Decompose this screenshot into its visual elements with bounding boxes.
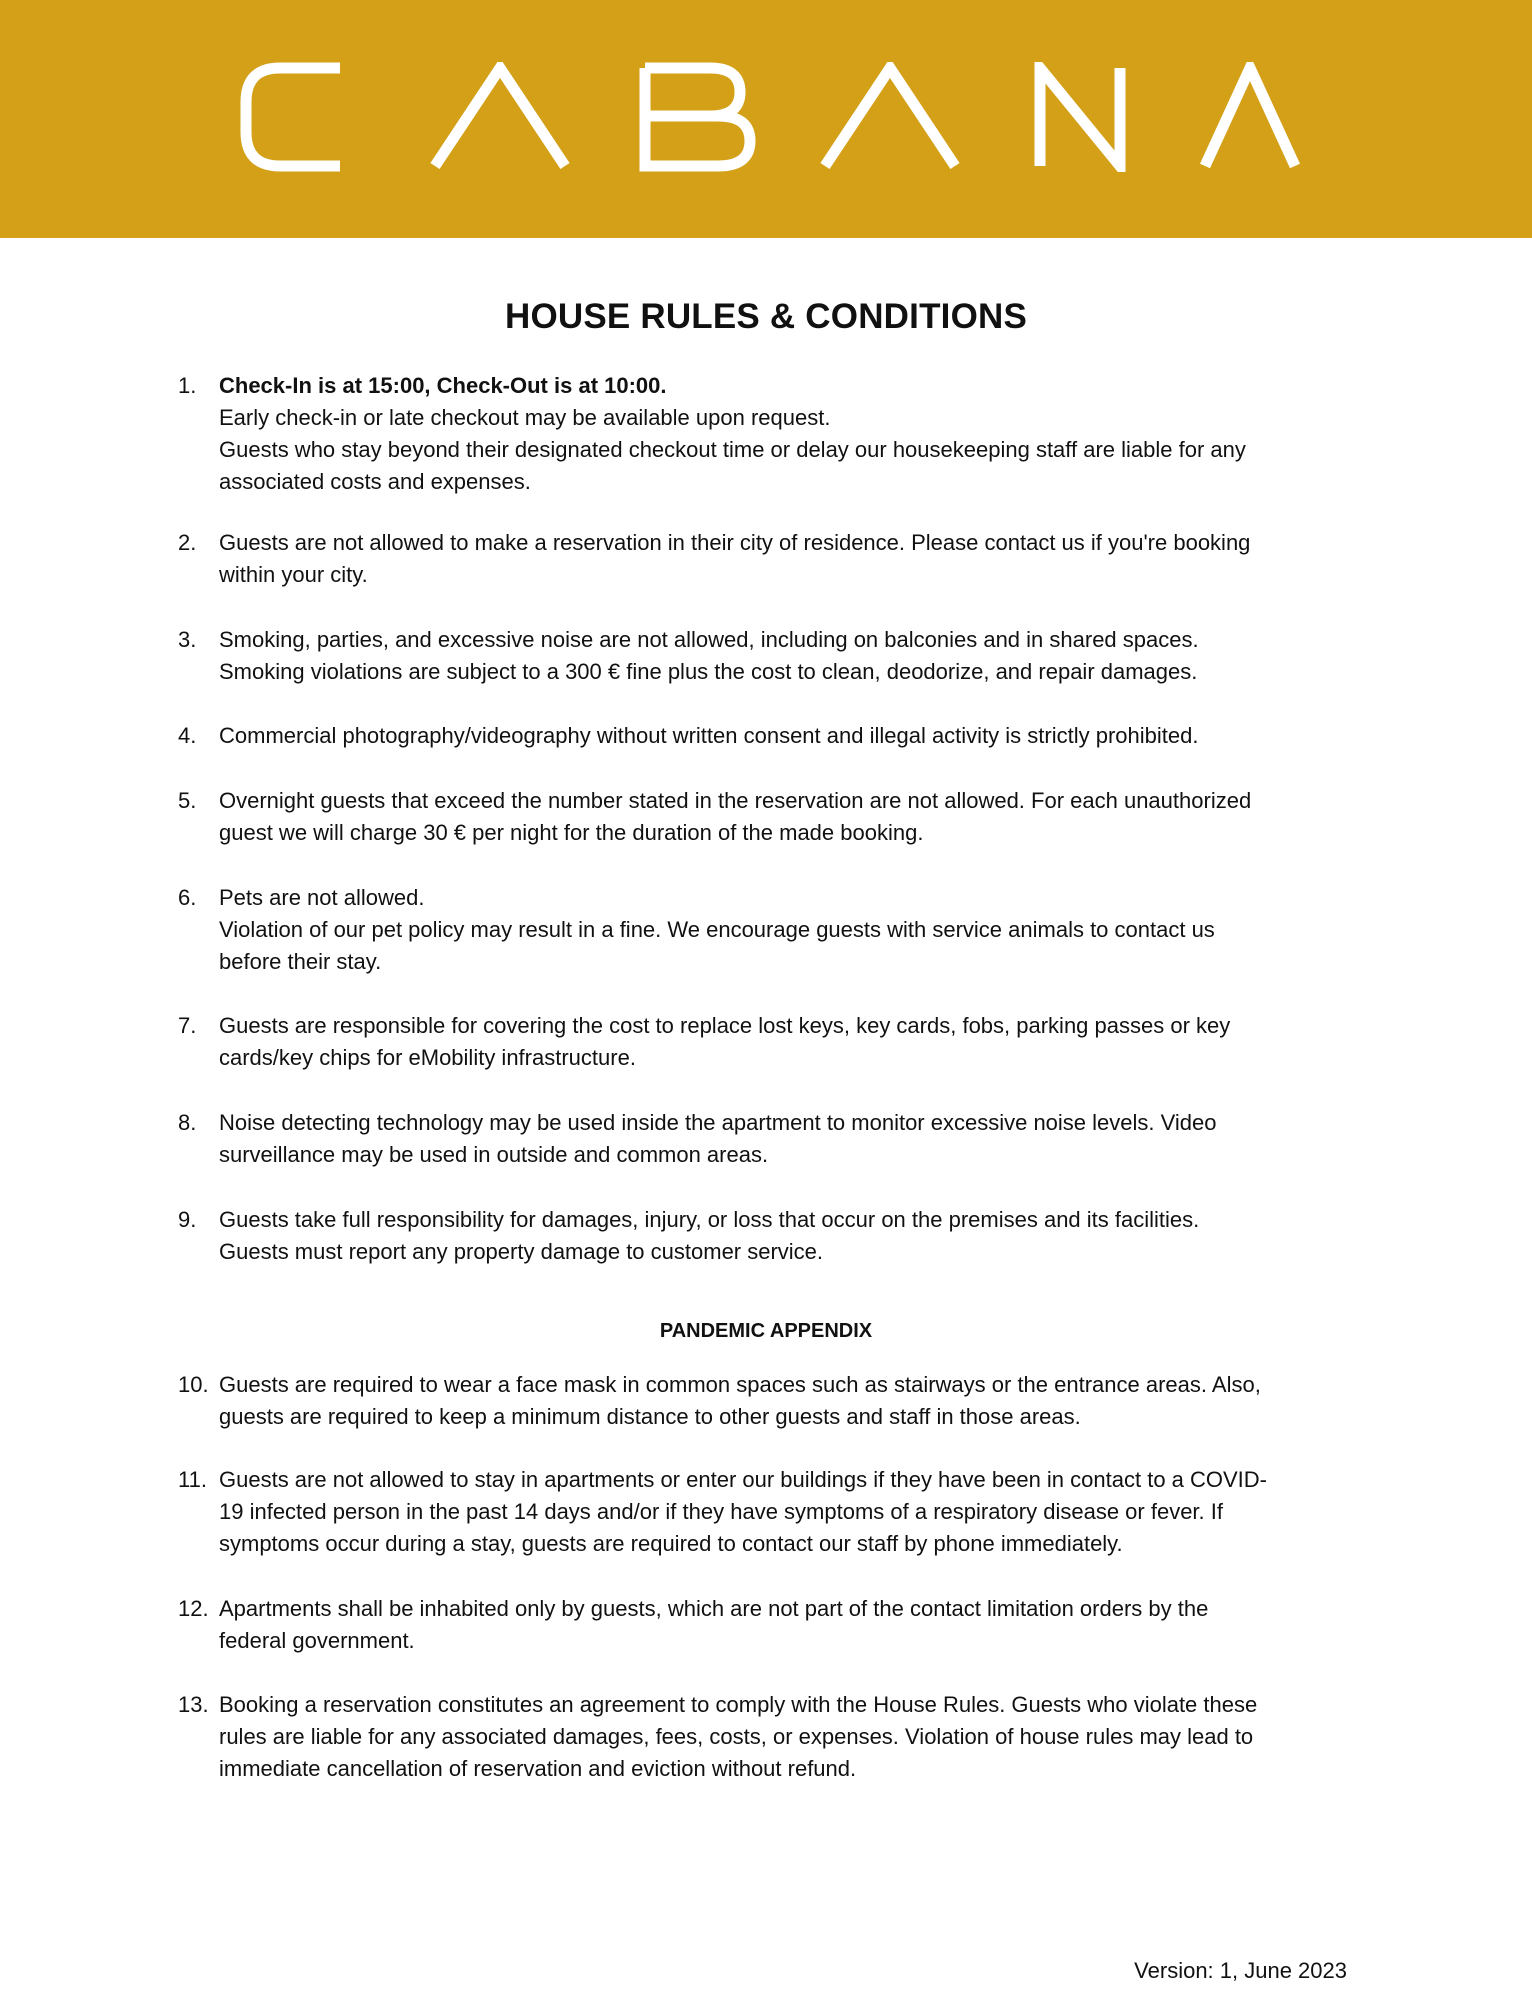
rule-line: Guests are responsible for covering the cost to replace lost keys, key cards, fobs, parking passes or key: [219, 1013, 1231, 1038]
logo-letter-a1: [435, 68, 565, 166]
rule-11: [178, 1464, 1358, 1560]
page-title: HOUSE RULES & CONDITIONS: [504, 297, 1028, 336]
rule-line: immediate cancellation of reservation and eviction without refund.: [219, 1756, 857, 1781]
rule-line: Pets are not allowed.: [219, 885, 425, 910]
header-banner: [0, 0, 1532, 238]
rule-6: [178, 882, 1358, 978]
rule-line: 19 infected person in the past 14 days and/or if they have symptoms of a respiratory disease or fever. If: [219, 1499, 1223, 1524]
rule-3: [178, 624, 1358, 688]
rule-heading: Check-In is at 15:00, Check-Out is at 10:00.: [219, 373, 667, 398]
logo-letter-b: [645, 68, 750, 166]
rule-line: Noise detecting technology may be used inside the apartment to monitor excessive noise levels. Video: [219, 1110, 1217, 1135]
rule-number: 7.: [178, 1013, 197, 1038]
rule-line: Guests take full responsibility for damages, injury, or loss that occur on the premises and its facilities.: [219, 1207, 1200, 1232]
logo-letter-n: [1040, 68, 1120, 166]
rule-number: 11.: [178, 1467, 207, 1492]
rule-line: associated costs and expenses.: [219, 469, 531, 494]
rule-line: cards/key chips for eMobility infrastructure.: [219, 1045, 636, 1070]
rule-line: federal government.: [219, 1628, 415, 1653]
logo-letter-a3: [1205, 68, 1295, 166]
rule-13: [178, 1689, 1358, 1785]
rule-1: [178, 370, 1358, 498]
rule-12: [178, 1593, 1358, 1657]
rule-8: [178, 1107, 1358, 1171]
rule-line: guests are required to keep a minimum distance to other guests and staff in those areas.: [219, 1404, 1081, 1429]
rule-5: [178, 785, 1358, 849]
rule-number: 8.: [178, 1110, 197, 1135]
rule-line: surveillance may be used in outside and common areas.: [219, 1142, 769, 1167]
rule-line: Apartments shall be inhabited only by guests, which are not part of the contact limitation orders by the: [219, 1596, 1209, 1621]
rule-line: before their stay.: [219, 949, 382, 974]
rule-number: 3.: [178, 627, 197, 652]
version-label: Version: 1, June 2023: [1134, 1958, 1347, 1983]
rule-line: Guests are not allowed to stay in apartments or enter our buildings if they have been in contact to a COVID-: [219, 1467, 1268, 1492]
rule-line: Smoking, parties, and excessive noise are not allowed, including on balconies and in shared spaces.: [219, 627, 1199, 652]
rule-line: Guests are required to wear a face mask in common spaces such as stairways or the entrance areas. Also,: [219, 1372, 1261, 1397]
rule-number: 6.: [178, 885, 197, 910]
rule-number: 13.: [178, 1692, 209, 1717]
rule-number: 12.: [178, 1596, 209, 1621]
rule-number: 9.: [178, 1207, 197, 1232]
rule-line: Guests are not allowed to make a reservation in their city of residence. Please contact us if you're booking: [219, 530, 1251, 555]
rule-line: within your city.: [219, 562, 368, 587]
rule-9: [178, 1204, 1358, 1268]
rule-line: Overnight guests that exceed the number stated in the reservation are not allowed. For each unauthorized: [219, 788, 1252, 813]
section-heading-pandemic-appendix: PANDEMIC APPENDIX: [659, 1320, 873, 1342]
rule-number: 10.: [178, 1372, 209, 1397]
rule-number: 4.: [178, 723, 197, 748]
rule-number: 5.: [178, 788, 197, 813]
rule-10: [178, 1369, 1358, 1433]
rule-line: rules are liable for any associated damages, fees, costs, or expenses. Violation of house rules may lead to: [219, 1724, 1254, 1749]
rule-line: Violation of our pet policy may result in a fine. We encourage guests with service animals to contact us: [219, 917, 1215, 942]
rule-line: symptoms occur during a stay, guests are required to contact our staff by phone immediately.: [219, 1531, 1123, 1556]
rule-line: Booking a reservation constitutes an agreement to comply with the House Rules. Guests who violate these: [219, 1692, 1258, 1717]
rule-line: Guests who stay beyond their designated checkout time or delay our housekeeping staff are liable for any: [219, 437, 1246, 462]
rule-line: Smoking violations are subject to a 300 € fine plus the cost to clean, deodorize, and repair damages.: [219, 659, 1198, 684]
cabana-wordmark: [240, 62, 1300, 172]
rule-line: Guests must report any property damage to customer service.: [219, 1239, 824, 1264]
rule-number: 1.: [178, 373, 197, 398]
cabana-logo: [240, 62, 1300, 172]
logo-letter-a2: [825, 68, 955, 166]
rule-number: 2.: [178, 530, 197, 555]
logo-letter-c: [246, 68, 340, 166]
rule-2: [178, 527, 1358, 591]
rule-4: [178, 720, 1358, 752]
rule-line: guest we will charge 30 € per night for the duration of the made booking.: [219, 820, 924, 845]
rule-line: Commercial photography/videography without written consent and illegal activity is strictly prohibited.: [219, 723, 1199, 748]
rule-7: [178, 1010, 1358, 1074]
rule-line: Early check-in or late checkout may be available upon request.: [219, 405, 831, 430]
